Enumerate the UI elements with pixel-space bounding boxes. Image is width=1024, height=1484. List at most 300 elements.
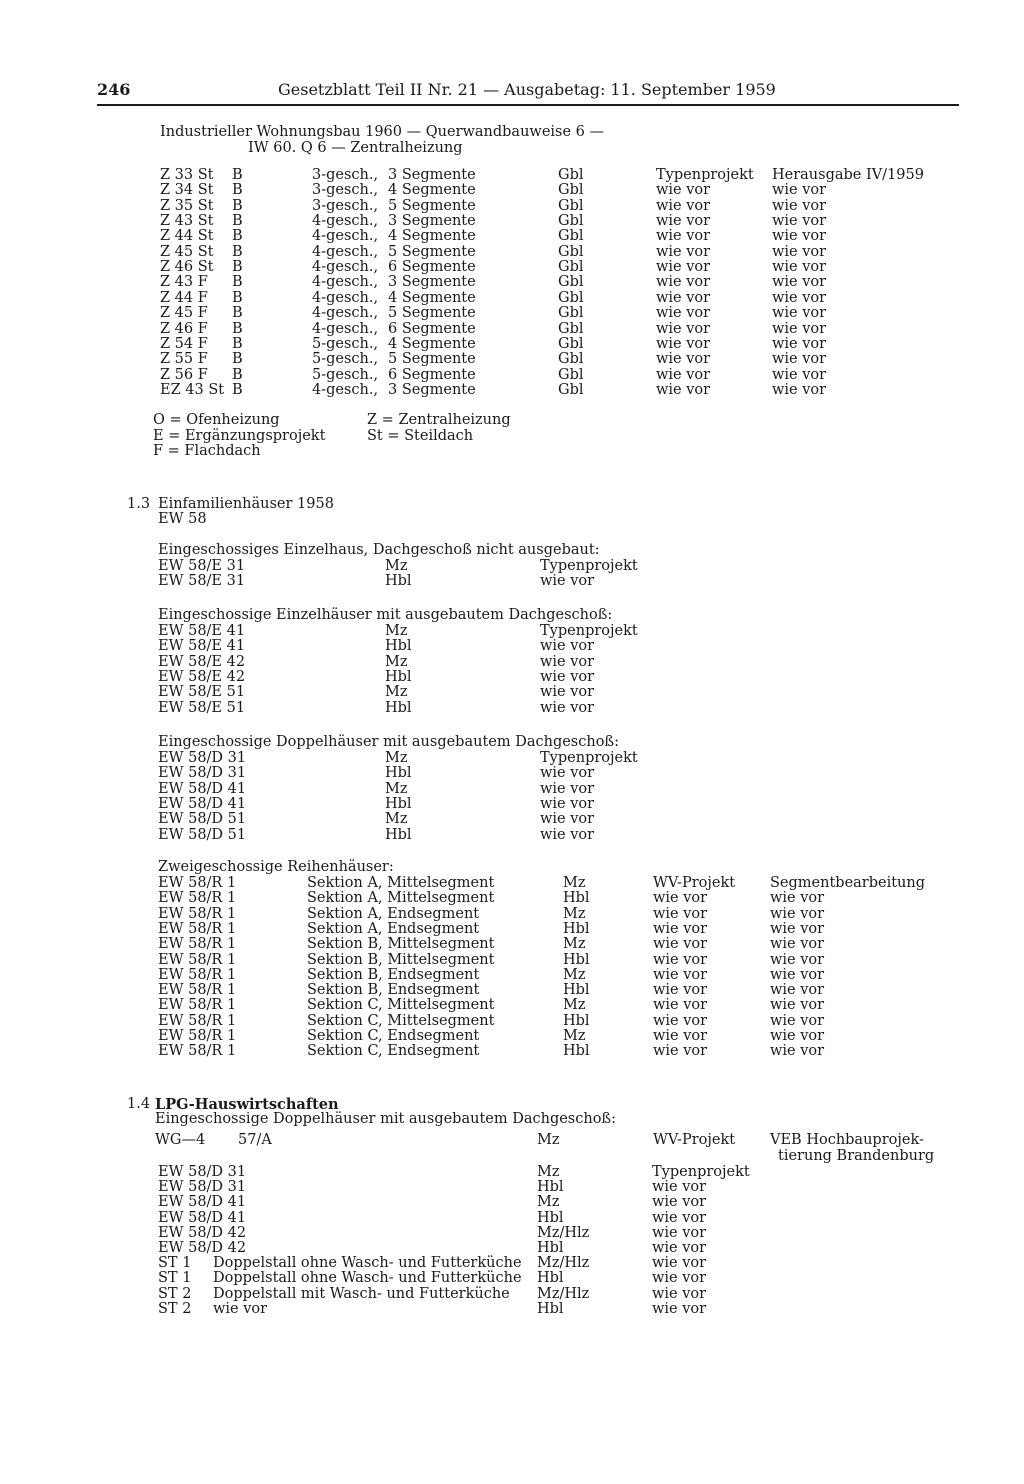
section-cell: Sektion C, Endsegment: [307, 1028, 480, 1044]
project-type-cell: wie vor: [656, 335, 711, 352]
table-row: [0, 983, 1024, 998]
table-row: [0, 685, 1024, 700]
material-cell: Mz/Hlz: [537, 1224, 590, 1241]
section-title: LPG-Hauswirtschaften: [155, 1096, 339, 1113]
project-type-cell: wie vor: [656, 274, 711, 291]
remark-cell: wie vor: [772, 243, 827, 260]
storeys-cell: 5-gesch.,: [312, 351, 379, 368]
material-cell: Gbl: [558, 167, 584, 183]
class-cell: B: [232, 289, 243, 306]
remark-cell: wie vor: [772, 213, 827, 230]
project-type-cell: wie vor: [653, 1043, 708, 1060]
project-type-cell: wie vor: [540, 795, 595, 812]
remark-cell: wie vor: [772, 228, 827, 245]
table-row: [0, 639, 1024, 654]
section-cell: Sektion B, Mittelsegment: [307, 936, 495, 953]
material-cell: Hbl: [385, 668, 412, 685]
table-row: [0, 275, 1024, 290]
project-type-cell: wie vor: [540, 573, 595, 590]
section-title: Einfamilienhäuser 1958: [158, 496, 334, 512]
table-row: [0, 812, 1024, 827]
class-cell: B: [232, 351, 243, 368]
type-code: EW 58/D 51: [158, 826, 247, 843]
variant-cell: 57/A: [238, 1132, 272, 1148]
table-row: [0, 214, 1024, 229]
type-code: EW 58/E 42: [158, 668, 246, 685]
section-cell: Sektion B, Endsegment: [307, 982, 480, 999]
project-type-cell: wie vor: [652, 1240, 707, 1256]
project-type-cell: wie vor: [656, 289, 711, 306]
table-row: [0, 797, 1024, 812]
project-type-cell: Typenprojekt: [540, 558, 638, 574]
type-code: Z 56 F: [160, 366, 208, 383]
table-row: [0, 624, 1024, 639]
material-cell: Mz: [385, 780, 408, 797]
type-code: EW 58/R 1: [158, 875, 237, 891]
table-row: [0, 1044, 1024, 1059]
storeys-cell: 5-gesch.,: [312, 335, 379, 352]
type-code: EW 58/R 1: [158, 1028, 237, 1044]
type-code: Z 55 F: [160, 351, 208, 368]
remark-cell: wie vor: [770, 1012, 825, 1029]
segments-cell: 3 Segmente: [388, 274, 476, 291]
type-code: EW 58/D 51: [158, 811, 247, 828]
remark-cell: wie vor: [772, 351, 827, 368]
page-header-title: Gesetzblatt Teil II Nr. 21 — Ausgabetag: 11. September 1959: [278, 80, 776, 99]
section-code: EW 58: [158, 511, 207, 527]
type-code: EW 58/D 41: [158, 1194, 247, 1211]
type-code: EW 58/R 1: [158, 966, 237, 983]
material-cell: Mz: [563, 905, 586, 922]
type-code: ST 1: [158, 1255, 192, 1272]
section-cell: Sektion C, Endsegment: [307, 1043, 480, 1060]
type-code: EW 58/D 42: [158, 1240, 247, 1256]
project-type-cell: wie vor: [540, 826, 595, 843]
project-type-cell: wie vor: [653, 966, 708, 983]
table-row: [0, 1165, 1024, 1180]
project-type-cell: wie vor: [652, 1255, 707, 1272]
material-cell: Gbl: [558, 243, 584, 260]
segments-cell: 4 Segmente: [388, 289, 476, 306]
material-cell: Gbl: [558, 335, 584, 352]
type-code: EW 58/R 1: [158, 936, 237, 953]
type-code: EW 58/E 41: [158, 638, 246, 655]
segments-cell: 4 Segmente: [388, 335, 476, 352]
group-title: Eingeschossige Einzelhäuser mit ausgebautem Dachgeschoß:: [158, 607, 613, 623]
type-code: EW 58/R 1: [158, 997, 237, 1014]
type-code: EW 58/D 42: [158, 1224, 247, 1241]
remark-cell: wie vor: [770, 890, 825, 907]
project-type-cell: wie vor: [653, 951, 708, 968]
project-type-cell: wie vor: [653, 997, 708, 1014]
project-type-cell: wie vor: [652, 1179, 707, 1196]
legend-item: O = Ofenheizung: [153, 412, 280, 428]
material-cell: Hbl: [385, 699, 412, 716]
type-code: Z 54 F: [160, 335, 208, 352]
class-cell: B: [232, 243, 243, 260]
segments-cell: 5 Segmente: [388, 351, 476, 368]
type-code: Z 44 St: [160, 228, 214, 245]
remark-cell: wie vor: [770, 1028, 825, 1044]
storeys-cell: 4-gesch.,: [312, 213, 379, 230]
remark-cell: wie vor: [772, 335, 827, 352]
type-code: EW 58/R 1: [158, 905, 237, 922]
table-row: [0, 199, 1024, 214]
table-row: [0, 1302, 1024, 1317]
type-code: EW 58/R 1: [158, 1012, 237, 1029]
project-type-cell: wie vor: [540, 780, 595, 797]
group-title: Eingeschossiges Einzelhaus, Dachgeschoß nicht ausgebaut:: [158, 542, 600, 558]
project-type-cell: wie vor: [652, 1270, 707, 1287]
table-row: [0, 291, 1024, 306]
material-cell: Hbl: [537, 1270, 564, 1287]
class-cell: B: [232, 228, 243, 245]
remark-cell: wie vor: [772, 381, 827, 398]
project-type-cell: wie vor: [656, 243, 711, 260]
type-code: EW 58/D 31: [158, 1164, 247, 1180]
remark-cell: wie vor: [770, 920, 825, 937]
project-type-cell: Typenprojekt: [540, 750, 638, 766]
table-row: [0, 168, 1024, 183]
class-cell: B: [232, 320, 243, 337]
remark-cell: wie vor: [772, 197, 827, 214]
table-row: [0, 1180, 1024, 1195]
class-cell: B: [232, 182, 243, 199]
material-cell: Gbl: [558, 213, 584, 230]
type-code: EW 58/D 31: [158, 1179, 247, 1196]
material-cell: Mz: [537, 1164, 560, 1180]
remark-cell: wie vor: [770, 936, 825, 953]
table-row: [0, 1029, 1024, 1044]
table-row: [0, 701, 1024, 716]
material-cell: Hbl: [385, 765, 412, 782]
segments-cell: 5 Segmente: [388, 305, 476, 322]
storeys-cell: 3-gesch.,: [312, 167, 379, 183]
table-row: [0, 322, 1024, 337]
type-code: EW 58/E 51: [158, 699, 246, 716]
table-row: [0, 383, 1024, 398]
project-type-cell: wie vor: [656, 259, 711, 276]
table-row: [0, 306, 1024, 321]
material-cell: Mz: [537, 1132, 560, 1148]
segments-cell: 6 Segmente: [388, 259, 476, 276]
material-cell: Mz: [385, 653, 408, 670]
page-number: 246: [97, 80, 131, 99]
storeys-cell: 4-gesch.,: [312, 289, 379, 306]
remark-cell: VEB Hochbauprojek-: [770, 1132, 924, 1148]
type-code: Z 35 St: [160, 197, 214, 214]
storeys-cell: 4-gesch.,: [312, 274, 379, 291]
storeys-cell: 4-gesch.,: [312, 381, 379, 398]
material-cell: Hbl: [563, 890, 590, 907]
type-code: Z 34 St: [160, 182, 214, 199]
section-cell: Sektion A, Endsegment: [307, 905, 480, 922]
table-row: [0, 444, 1024, 459]
material-cell: Gbl: [558, 305, 584, 322]
table-row: [0, 782, 1024, 797]
section-number: 1.4: [127, 1096, 151, 1112]
table-row: [0, 766, 1024, 781]
material-cell: Hbl: [385, 638, 412, 655]
storeys-cell: 4-gesch.,: [312, 320, 379, 337]
project-type-cell: Typenprojekt: [656, 167, 754, 183]
section-subheading: IW 60. Q 6 — Zentralheizung: [248, 140, 463, 156]
project-type-cell: wie vor: [653, 936, 708, 953]
table-row: [0, 876, 1024, 891]
project-type-cell: wie vor: [656, 182, 711, 199]
table-row: [0, 337, 1024, 352]
material-cell: Hbl: [537, 1209, 564, 1226]
project-type-cell: wie vor: [656, 228, 711, 245]
material-cell: Gbl: [558, 351, 584, 368]
table-row: [0, 229, 1024, 244]
class-cell: B: [232, 167, 243, 183]
remark-cell-continued: tierung Brandenburg: [778, 1148, 935, 1164]
table-row: [0, 968, 1024, 983]
table-row: [0, 1226, 1024, 1241]
class-cell: B: [232, 381, 243, 398]
segments-cell: 6 Segmente: [388, 320, 476, 337]
legend-item: E = Ergänzungsprojekt: [153, 427, 326, 444]
type-code: Z 45 F: [160, 305, 208, 322]
material-cell: Mz: [563, 997, 586, 1014]
class-cell: B: [232, 197, 243, 214]
material-cell: Hbl: [537, 1240, 564, 1256]
project-type-cell: Typenprojekt: [652, 1164, 750, 1180]
remark-cell: wie vor: [772, 305, 827, 322]
project-type-cell: wie vor: [653, 1012, 708, 1029]
section-cell: Sektion A, Mittelsegment: [307, 875, 495, 891]
table-row: [0, 1195, 1024, 1210]
type-code: Z 43 St: [160, 213, 214, 230]
remark-cell: wie vor: [770, 905, 825, 922]
table-row: [0, 907, 1024, 922]
material-cell: Mz: [385, 558, 408, 574]
material-cell: Hbl: [537, 1179, 564, 1196]
table-row: [0, 245, 1024, 260]
section-subtitle: Eingeschossige Doppelhäuser mit ausgebautem Dachgeschoß:: [155, 1111, 617, 1127]
segments-cell: 3 Segmente: [388, 213, 476, 230]
table-row: [0, 1014, 1024, 1029]
table-row: [0, 751, 1024, 766]
segments-cell: 6 Segmente: [388, 366, 476, 383]
material-cell: Mz: [563, 936, 586, 953]
project-type-cell: wie vor: [656, 305, 711, 322]
description-cell: wie vor: [213, 1300, 268, 1317]
project-type-cell: wie vor: [540, 811, 595, 828]
material-cell: Hbl: [563, 1012, 590, 1029]
material-cell: Mz/Hlz: [537, 1255, 590, 1272]
material-cell: Gbl: [558, 289, 584, 306]
material-cell: Mz: [385, 684, 408, 701]
remark-cell: wie vor: [770, 982, 825, 999]
material-cell: Hbl: [385, 573, 412, 590]
table-row: [0, 1211, 1024, 1226]
section-cell: Sektion B, Endsegment: [307, 966, 480, 983]
material-cell: Gbl: [558, 320, 584, 337]
group-title: Eingeschossige Doppelhäuser mit ausgebautem Dachgeschoß:: [158, 734, 620, 750]
type-code: EZ 43 St: [160, 381, 225, 398]
material-cell: Mz: [385, 623, 408, 639]
material-cell: Hbl: [385, 795, 412, 812]
table-row: [0, 1287, 1024, 1302]
remark-cell: Herausgabe IV/1959: [772, 167, 924, 183]
section-cell: Sektion A, Endsegment: [307, 920, 480, 937]
project-type-cell: wie vor: [656, 366, 711, 383]
type-code: EW 58/R 1: [158, 951, 237, 968]
class-cell: B: [232, 305, 243, 322]
segments-cell: 3 Segmente: [388, 167, 476, 183]
material-cell: Gbl: [558, 274, 584, 291]
project-type-cell: wie vor: [653, 905, 708, 922]
material-cell: Gbl: [558, 259, 584, 276]
storeys-cell: 4-gesch.,: [312, 305, 379, 322]
remark-cell: wie vor: [772, 289, 827, 306]
project-type-cell: wie vor: [653, 890, 708, 907]
group-title: Zweigeschossige Reihenhäuser:: [158, 859, 394, 875]
storeys-cell: 4-gesch.,: [312, 259, 379, 276]
type-code: ST 2: [158, 1285, 192, 1302]
material-cell: Hbl: [563, 920, 590, 937]
type-code: EW 58/E 42: [158, 653, 246, 670]
table-row: [0, 429, 1024, 444]
description-cell: Doppelstall ohne Wasch- und Futterküche: [213, 1270, 522, 1287]
section-number: 1.3: [127, 496, 151, 512]
segments-cell: 5 Segmente: [388, 197, 476, 214]
project-type-cell: wie vor: [540, 699, 595, 716]
project-type-cell: Typenprojekt: [540, 623, 638, 639]
remark-cell: wie vor: [772, 182, 827, 199]
class-cell: B: [232, 335, 243, 352]
material-cell: Mz: [537, 1194, 560, 1211]
material-cell: Hbl: [385, 826, 412, 843]
project-type-cell: wie vor: [540, 765, 595, 782]
type-code: EW 58/R 1: [158, 1043, 237, 1060]
material-cell: Hbl: [563, 982, 590, 999]
project-type-cell: wie vor: [652, 1300, 707, 1317]
remark-cell: wie vor: [772, 259, 827, 276]
project-type-cell: wie vor: [656, 213, 711, 230]
material-cell: Gbl: [558, 228, 584, 245]
project-type-cell: wie vor: [653, 1028, 708, 1044]
segments-cell: 4 Segmente: [388, 228, 476, 245]
remark-cell: wie vor: [770, 951, 825, 968]
type-code: EW 58/E 51: [158, 684, 246, 701]
project-type-cell: wie vor: [652, 1209, 707, 1226]
table-row: [0, 1271, 1024, 1286]
segments-cell: 3 Segmente: [388, 381, 476, 398]
table-row: [0, 1133, 1024, 1148]
description-cell: Doppelstall mit Wasch- und Futterküche: [213, 1285, 510, 1302]
type-code: ST 1: [158, 1270, 192, 1287]
table-row: [0, 891, 1024, 906]
header-rule: [97, 104, 959, 106]
type-code: Z 45 St: [160, 243, 214, 260]
table-row: [0, 352, 1024, 367]
storeys-cell: 4-gesch.,: [312, 243, 379, 260]
project-type-cell: wie vor: [656, 197, 711, 214]
project-type-cell: wie vor: [540, 684, 595, 701]
type-code: EW 58/D 41: [158, 780, 247, 797]
material-cell: Gbl: [558, 366, 584, 383]
project-type-cell: wie vor: [656, 320, 711, 337]
storeys-cell: 3-gesch.,: [312, 197, 379, 214]
description-cell: Doppelstall ohne Wasch- und Futterküche: [213, 1255, 522, 1272]
material-cell: Hbl: [537, 1300, 564, 1317]
type-code: EW 58/E 31: [158, 573, 246, 590]
material-cell: Gbl: [558, 197, 584, 214]
table-row: [0, 670, 1024, 685]
class-cell: B: [232, 366, 243, 383]
material-cell: Hbl: [563, 1043, 590, 1060]
project-type-cell: wie vor: [656, 381, 711, 398]
table-row: [0, 953, 1024, 968]
remark-cell: wie vor: [772, 274, 827, 291]
type-code: EW 58/D 41: [158, 795, 247, 812]
type-code: EW 58/R 1: [158, 982, 237, 999]
table-row: [0, 1256, 1024, 1271]
section-cell: Sektion C, Mittelsegment: [307, 1012, 495, 1029]
section-cell: Sektion B, Mittelsegment: [307, 951, 495, 968]
material-cell: Mz/Hlz: [537, 1285, 590, 1302]
table-row: [0, 998, 1024, 1013]
material-cell: Mz: [385, 750, 408, 766]
type-code: Z 43 F: [160, 274, 208, 291]
class-cell: B: [232, 259, 243, 276]
table-row: [0, 260, 1024, 275]
class-cell: B: [232, 213, 243, 230]
type-code: Z 46 F: [160, 320, 208, 337]
remark-cell: wie vor: [770, 1043, 825, 1060]
storeys-cell: 3-gesch.,: [312, 182, 379, 199]
table-row: [0, 655, 1024, 670]
project-type-cell: wie vor: [653, 920, 708, 937]
segments-cell: 4 Segmente: [388, 182, 476, 199]
type-code: Z 44 F: [160, 289, 208, 306]
project-type-cell: wie vor: [652, 1285, 707, 1302]
remark-cell: Segmentbearbeitung: [770, 875, 926, 891]
legend-item: F = Flachdach: [153, 443, 261, 459]
table-row: [0, 937, 1024, 952]
table-row: [0, 1241, 1024, 1256]
material-cell: Gbl: [558, 182, 584, 199]
material-cell: Mz: [563, 875, 586, 891]
project-type-cell: wie vor: [652, 1194, 707, 1211]
project-type-cell: WV-Projekt: [653, 875, 736, 891]
type-code: EW 58/E 31: [158, 558, 246, 574]
type-code: EW 58/D 31: [158, 765, 247, 782]
project-type-cell: wie vor: [540, 668, 595, 685]
type-code: Z 46 St: [160, 259, 214, 276]
storeys-cell: 5-gesch.,: [312, 366, 379, 383]
type-code: ST 2: [158, 1300, 192, 1317]
remark-cell: wie vor: [770, 966, 825, 983]
material-cell: Hbl: [563, 951, 590, 968]
project-type-cell: wie vor: [656, 351, 711, 368]
material-cell: Mz: [563, 966, 586, 983]
type-code: Z 33 St: [160, 167, 214, 183]
legend-item: St = Steildach: [367, 427, 474, 444]
section-heading: Industrieller Wohnungsbau 1960 — Querwandbauweise 6 —: [160, 124, 604, 140]
type-code: EW 58/R 1: [158, 920, 237, 937]
table-row: [0, 559, 1024, 574]
table-row: [0, 368, 1024, 383]
project-type-cell: WV-Projekt: [653, 1132, 736, 1148]
section-cell: Sektion A, Mittelsegment: [307, 890, 495, 907]
table-row: [0, 183, 1024, 198]
class-cell: B: [232, 274, 243, 291]
material-cell: Mz: [385, 811, 408, 828]
